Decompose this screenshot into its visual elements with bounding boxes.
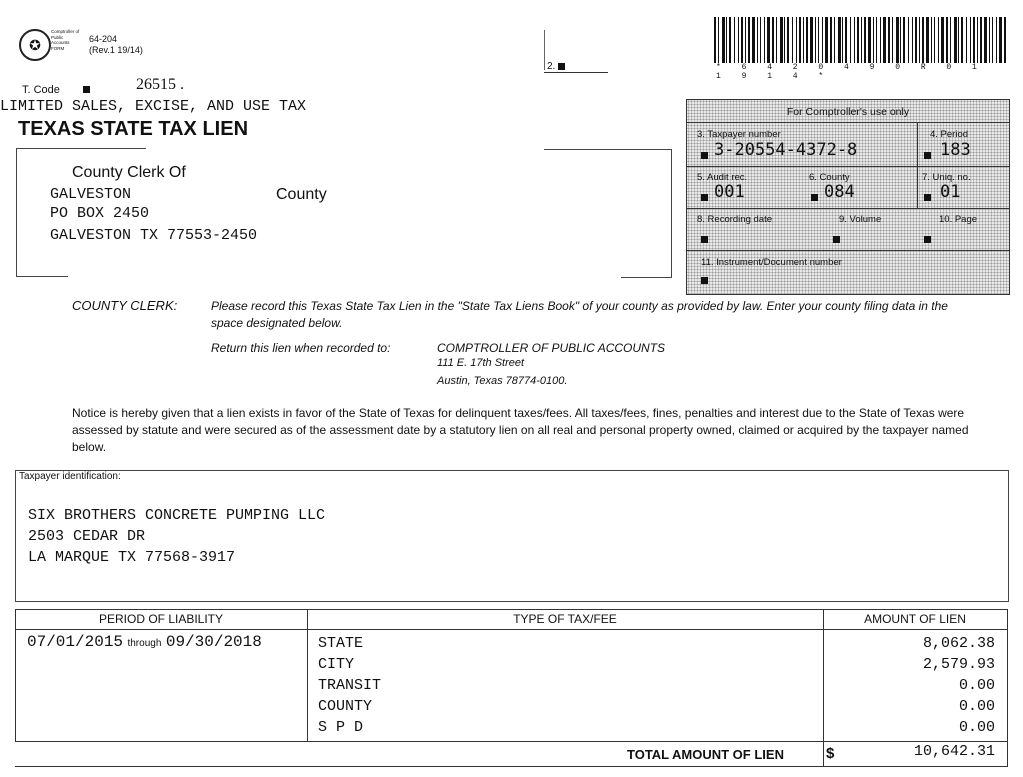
county-code-label: 6. County <box>809 172 850 183</box>
instrument-marker <box>701 277 708 284</box>
address-bracket-right-bottom <box>621 277 672 278</box>
taxpayer-street: 2503 CEDAR DR <box>28 528 146 545</box>
uniq-value: 01 <box>940 182 961 202</box>
recording-date-marker <box>701 236 708 243</box>
recipient-line1: County Clerk Of <box>72 164 186 181</box>
uniq-marker <box>924 194 931 201</box>
instrument-label: 11. Instrument/Document number <box>701 257 842 268</box>
tax-type-row: COUNTY <box>318 698 373 715</box>
table-right-border <box>1007 609 1008 767</box>
period-value: 183 <box>940 140 971 160</box>
address-bracket-top <box>16 148 146 149</box>
address-bracket-right-top <box>544 149 672 150</box>
field2-label <box>547 61 565 72</box>
agency-seal-text: Comptroller of Public Accounts FORM <box>51 29 80 51</box>
total-label: TOTAL AMOUNT OF LIEN <box>627 747 784 762</box>
uniq-label: 7. Uniq. no. <box>922 172 971 183</box>
field2-marker <box>558 63 565 70</box>
total-amount: 10,642.31 <box>913 743 995 760</box>
volume-marker <box>833 236 840 243</box>
taxpayer-number-value: 3-20554-4372-8 <box>714 140 858 160</box>
period-from: 07/01/2015 <box>27 633 124 651</box>
taxpayer-number-label: 3. Taxpayer number <box>697 129 781 140</box>
comp-row-divider <box>687 208 1009 209</box>
comp-row-divider <box>687 166 1009 167</box>
address-bracket-bottom <box>16 276 68 277</box>
county-clerk-instructions-text: Please record this Texas State Tax Lien in the "State Tax Liens Book" of your county as provided by law. Enter your county filing data in the space designated below. <box>211 299 948 330</box>
comptroller-seal-icon: ✪ <box>19 29 51 61</box>
comptroller-use-box <box>686 99 1010 295</box>
table-col-divider <box>823 609 824 767</box>
return-address-line2: 111 E. 17th Street <box>437 357 525 369</box>
total-currency: $ <box>826 745 835 762</box>
tax-type: LIMITED SALES, EXCISE, AND USE TAX <box>0 98 307 115</box>
return-address-line3: Austin, Texas 78774-0100. <box>437 375 568 387</box>
recipient-county-name: GALVESTON <box>50 186 132 203</box>
comp-col-divider <box>917 122 918 166</box>
taxpayer-number-marker <box>701 152 708 159</box>
period-label: 4. Period <box>930 129 969 140</box>
period-marker <box>924 152 931 159</box>
address-bracket-right-side <box>671 149 672 277</box>
county-code-value: 084 <box>824 182 855 202</box>
document-title: TEXAS STATE TAX LIEN <box>18 118 249 140</box>
comp-col-divider <box>917 166 918 208</box>
amount-row: 8,062.38 <box>922 635 995 652</box>
tax-type-row: S P D <box>318 719 364 736</box>
recipient-address1: PO BOX 2450 <box>50 205 150 222</box>
recipient-county-word: County <box>276 186 327 203</box>
county-code-marker <box>811 194 818 201</box>
form-number: 64-204 <box>89 34 118 44</box>
period-through: through <box>127 638 162 649</box>
page-marker <box>924 236 931 243</box>
page-label: 10. Page <box>939 214 978 225</box>
volume-label: 9. Volume <box>839 214 882 225</box>
field2-underline <box>544 72 608 73</box>
col-period-header: PERIOD OF LIABILITY <box>98 612 224 626</box>
recording-date-label: 8. Recording date <box>697 214 772 225</box>
amount-row: 0.00 <box>958 677 995 694</box>
tax-type-row: STATE <box>318 635 364 652</box>
t-code-value: 26515 . <box>136 76 184 93</box>
audit-marker <box>701 194 708 201</box>
taxpayer-city: LA MARQUE TX 77568-3917 <box>28 549 236 566</box>
table-header-border <box>15 629 1007 630</box>
taxpayer-box <box>15 470 1009 602</box>
period-range <box>27 633 262 651</box>
t-code-label: T. Code <box>22 84 60 96</box>
comp-row-divider <box>687 122 1009 123</box>
table-total-border <box>15 741 1007 742</box>
col-type-header: TYPE OF TAX/FEE <box>513 612 617 626</box>
col-amount-header: AMOUNT OF LIEN <box>864 612 966 626</box>
return-label: Return this lien when recorded to: <box>211 341 391 355</box>
field2-number: 2. <box>547 61 556 72</box>
return-address-line1: COMPTROLLER OF PUBLIC ACCOUNTS <box>437 341 666 355</box>
table-bottom-border <box>15 766 1007 767</box>
field2-tick <box>544 30 545 70</box>
barcode-text: * 6 4 2 0 4 9 0 R 0 1 1 9 1 4 * <box>716 63 985 81</box>
barcode-image <box>712 17 1010 63</box>
taxpayer-name: SIX BROTHERS CONCRETE PUMPING LLC <box>28 507 326 524</box>
comp-row-divider <box>687 250 1009 251</box>
county-clerk-instructions <box>211 298 981 332</box>
audit-value: 001 <box>714 182 745 202</box>
audit-label: 5. Audit rec. <box>697 172 748 183</box>
amount-row: 0.00 <box>958 698 995 715</box>
form-number-block <box>89 34 143 56</box>
form-revision: (Rev.1 19/14) <box>89 45 143 55</box>
amount-row: 0.00 <box>958 719 995 736</box>
comptroller-box-title: For Comptroller's use only <box>786 106 910 118</box>
recipient-address2: GALVESTON TX 77553-2450 <box>50 227 258 244</box>
amount-row: 2,579.93 <box>922 656 995 673</box>
lien-notice: Notice is hereby given that a lien exists in favor of the State of Texas for delinquent taxes/fees. All taxes/fees, fines, penalties and interest due to the State of Texas were assessed by statute and were secured as of the assessment date by a statutory lien on all real and personal property owned, claimed or acquired by the taxpayer named below. <box>72 406 969 454</box>
tax-type-row: CITY <box>318 656 355 673</box>
t-code-marker <box>83 86 90 93</box>
tax-type-row: TRANSIT <box>318 677 382 694</box>
period-to: 09/30/2018 <box>165 633 262 651</box>
county-clerk-label: COUNTY CLERK: <box>72 298 178 313</box>
taxpayer-label: Taxpayer identification: <box>19 471 121 482</box>
liability-table <box>15 609 1007 767</box>
